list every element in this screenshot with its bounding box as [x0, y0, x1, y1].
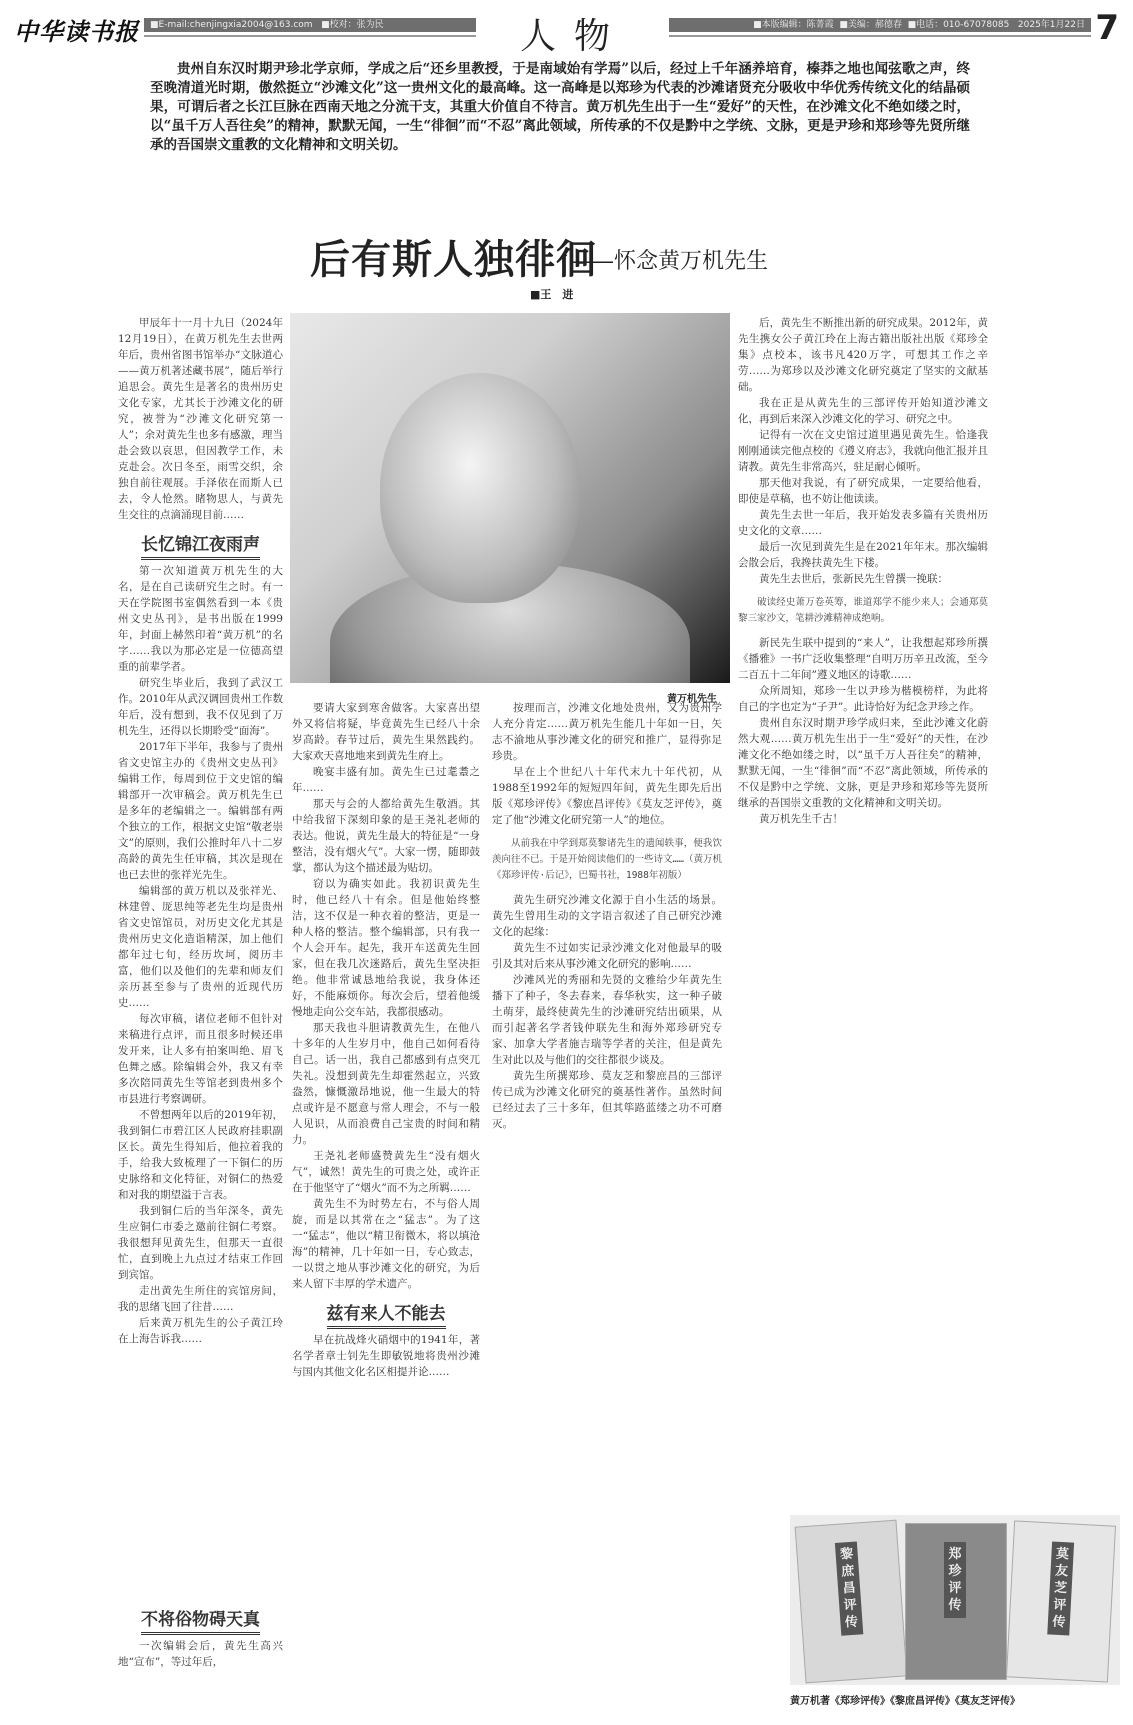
article-column-1-end [118, 1608, 283, 1708]
paragraph: 走出黄先生所住的宾馆房间，我的思绪飞回了往昔…… [118, 1285, 283, 1313]
section-heading [292, 1306, 480, 1322]
paragraph: 后，黄先生不断推出新的研究成果。2012年，黄先生携女公子黄江玲在上海古籍出版社出版《郑珍全集》点校本，该书凡420万字，可想其工作之辛劳……为郑珍以及沙滩文化研究奠定了坚实的文献基础。 [738, 317, 988, 393]
paragraph: 黄先生研究沙滩文化源于自小生活的场景。黄先生曾用生动的文字语言叙述了自己研究沙滩文化的起缘： [492, 894, 722, 938]
paragraph: 黄先生去世一年后，我开始发表多篇有关贵州历史文化的文章…… [738, 509, 988, 537]
section-heading [118, 1612, 283, 1628]
paragraph: 记得有一次在文史馆过道里遇见黄先生。恰逢我刚刚通读完他点校的《遵义府志》，我就向他汇报并且请教。黄先生非常高兴，驻足耐心倾听。 [738, 429, 988, 473]
email-text: ■E-mail:chenjingxia2004@163.com [150, 20, 313, 30]
paragraph: 研究生毕业后，我到了武汉工作。2010年从武汉调回贵州工作数年后，没有想到，我不仅见到了万机先生，还得以长期聆受“面海”。 [118, 677, 283, 737]
paragraph: 黄先生不为时势左右，不与俗人周旋，而是以其常在之“猛志”。为了这一“猛志”，他以“精卫衔微木，将以填沧海”的精神，几十年如一日，专心致志，一以贯之地从事沙滩文化的研究，为后来人留下丰厚的学术遗产。 [292, 1198, 480, 1290]
paragraph: 2017年下半年，我参与了贵州省文史馆主办的《贵州文史丛刊》编辑工作，每周到位于文史馆的编辑部开一次审稿会。黄万机先生已是多年的老编辑之一。编辑部有两个独立的工作，根据文史馆“敬老崇文”的原则，我们公推时年八十二岁高龄的黄先生任审稿，其次是现在也已去世的张祥光先生。 [118, 741, 283, 881]
quotation: 从前我在中学到郑莫黎诸先生的遗闻轶事，便我饮羡向往不已。于是开始阅读他们的一些诗文……（黄万机《郑珍评传·后记》，巴蜀书社，1988年初版） [492, 838, 722, 881]
paragraph: 早在上个世纪八十年代末九十年代初，从1988至1992年的短短四年间，黄先生即先后出版《郑珍评传》《黎庶昌评传》《莫友芝评传》，奠定了他“沙滩文化研究第一人”的地位。 [492, 766, 722, 826]
divider [144, 35, 476, 37]
article-title: 后有斯人独徘徊 [310, 236, 597, 283]
masthead [14, 8, 1119, 57]
book-cover [1006, 1520, 1116, 1682]
paragraph: 那天与会的人都给黄先生敬酒。其中给我留下深刻印象的是王尧礼老师的表达。他说，黄先生最大的特征是“一身整洁，没有烟火气”。大家一愣，随即鼓掌，都认为这个描述最为贴切。 [292, 798, 480, 874]
proofreader-text: ■校对：张为民 [321, 20, 384, 30]
paragraph: 贵州自东汉时期尹珍学成归来，至此沙滩文化蔚然大观……黄万机先生出于一生“爱好”的天性，在沙滩文化不绝如缕之时，以“虽千万人吾往矣”的精神，默默无闻，一生“徘徊”而“不忍”离此领域，所传承的不仅是黔中之学统、文脉，更是尹珍和郑珍等先贤所继承的吾国崇文重教的文化精神和文明关切。 [738, 717, 988, 809]
paragraph: 我到铜仁后的当年深冬，黄先生应铜仁市委之邀前往铜仁考察。我很想拜见黄先生，但那天一直很忙，直到晚上九点过才结束工作回到宾馆。 [118, 1205, 283, 1281]
section-heading-text: 长忆锦江夜雨声 [141, 535, 260, 560]
paragraph: 早在抗战烽火硝烟中的1941年，著名学者章士钊先生即敏锐地将贵州沙滩与国内其他文化名区相提并论…… [292, 1334, 480, 1378]
paragraph: 黄万机先生千古！ [759, 813, 843, 825]
book-cover [795, 1520, 908, 1684]
article-column-2 [292, 700, 480, 1710]
contact-bar [144, 18, 476, 32]
section-title: 人物 [519, 16, 628, 57]
section-heading [118, 537, 283, 553]
article-byline: ■王 进 [530, 288, 574, 301]
paragraph: 按理而言，沙滩文化地处贵州，又为贵州学人充分肯定……黄万机先生能几十年如一日，矢志不渝地从事沙滩文化的研究和推广，显得弥足珍贵。 [492, 702, 722, 762]
book-cover [905, 1523, 1007, 1680]
paragraph: 那天我也斗胆请教黄先生，在他八十多年的人生岁月中，他自己如何看待自己。话一出，我自己都感到有点突兀失礼。没想到黄先生却霍然起立，兴致盎然，慷慨激昂地说，他一生最大的特点或许是不愿意与常人理会，不与一般人见识，从而浪费自己宝贵的时间和精力。 [292, 1022, 480, 1146]
photo-figure-head [380, 373, 580, 603]
paragraph: 最后一次见到黄先生是在2021年年末。那次编辑会散会后，我搀扶黄先生下楼。 [738, 541, 988, 569]
paragraph: 黄先生所撰郑珍、莫友芝和黎庶昌的三部评传已成为沙滩文化研究的奠基性著作。虽然时间已经过去了三十多年，但其筚路蓝缕之功不可磨灭。 [492, 1070, 722, 1130]
phone-text: ■电话：010-67078085 [907, 20, 1010, 30]
paragraph: 新民先生联中提到的“来人”，让我想起郑珍所撰《播雅》一书广泛收集整理“自明万历辛丑改流，至今二百五十二年间”遵义地区的诗歌…… [738, 637, 988, 681]
paragraph: 晚宴丰盛有加。黄先生已过耄耋之年…… [292, 766, 480, 794]
books-photo [790, 1515, 1120, 1685]
portrait-photo [290, 313, 730, 683]
paragraph: 后来黄万机先生的公子黄江玲在上海告诉我…… [118, 1317, 283, 1345]
paragraph: 要请大家到寒舍做客。大家喜出望外又将信将疑，毕竟黄先生已经八十余岁高龄。春节过后，黄先生果然践约。大家欢天喜地地来到黄先生府上。 [292, 702, 480, 762]
designer-text: ■美编：郝德春 [839, 20, 902, 30]
section-heading-text: 兹有来人不能去 [327, 1304, 446, 1329]
book-title: 莫友芝评传 [1047, 1541, 1074, 1635]
paragraph: 每次审稿，诸位老师不但针对来稿进行点评，而且很多时候还串发开来，让人多有拍案叫绝、眉飞色舞之感。除编辑会外，我又有幸多次陪同黄先生等馆老到贵州多个市县进行考察调研。 [118, 1013, 283, 1105]
page-number: 7 [1095, 8, 1119, 48]
divider [669, 35, 1091, 37]
paragraph: 沙滩风光的秀丽和先贤的文雅给少年黄先生播下了种子，冬去春来，春华秋实，这一种子破土萌芽，最终使黄先生的沙滩研究结出硕果，从而引起著名学者钱仲联先生和海外郑珍研究专家、加拿大学者施吉瑞等学者的关注，但是黄先生对此以及与他们的交往都很少谈及。 [492, 974, 722, 1066]
paragraph: 甲辰年十一月十九日（2024年12月19日），在黄万机先生去世两年后，贵州省图书馆举办“文脉道心——黄万机著述藏书展”，随后举行追思会。黄先生是著名的贵州历史文化专家，尤其长于沙滩文化的研究，被誉为“沙滩文化研究第一人”；余对黄先生也多有感激，理当赴会致以哀思，但因教学工作，未克赴会。次日冬至，雨雪交织，余独自前往观展。手泽依在而斯人已去，令人怆然。睹物思人，与黄先生交往的点滴涌现目前…… [118, 317, 283, 521]
paragraph: 编辑部的黄万机以及张祥光、林建曾、厐思纯等老先生均是贵州省文史馆馆员，对历史文化尤其是贵州历史文化造诣精深，加上他们都年过七旬，经历坎坷，阅历丰富，他们以及他们的先辈和师友们亲历甚至参与了贵州的近现代历史…… [118, 885, 283, 1009]
editor-bar [669, 18, 1091, 32]
article-column-1 [118, 315, 283, 1710]
paragraph: 黄先生去世后，张新民先生曾撰一挽联： [759, 573, 948, 585]
photo-caption: 黄万机先生 [667, 694, 717, 705]
newspaper-logo: 中华读书报 [14, 17, 139, 46]
paragraph: 第一次知道黄万机先生的大名，是在自己读研究生之时。有一天在学院图书室偶然看到一本《贵州文史丛刊》，是书出版在1999年，封面上赫然印着“黄万机”的名字……我以为那必定是一位德高望重的前辈学者。 [118, 565, 283, 673]
paragraph: 不曾想两年以后的2019年初，我到铜仁市碧江区人民政府挂职副区长。黄先生得知后，他拉着我的手，给我大致梳理了一下铜仁的历史脉络和文化特征，对铜仁的热爱和对我的期望溢于言表。 [118, 1109, 283, 1201]
paragraph: 我在正是从黄先生的三部评传开始知道沙滩文化，再到后来深入沙滩文化的学习、研究之中。 [738, 397, 988, 425]
paragraph: 那天他对我说，有了研究成果，一定要给他看，即使是草稿，也不妨让他读读。 [738, 477, 988, 505]
book-title: 黎庶昌评传 [835, 1541, 863, 1635]
books-caption: 黄万机著《郑珍评传》《黎庶昌评传》《莫友芝评传》 [790, 1696, 1020, 1707]
article-column-3 [492, 700, 722, 1710]
date-text: 2025年1月22日 [1017, 20, 1085, 30]
article-subtitle: ——怀念黄万机先生 [570, 249, 769, 274]
article-column-4 [738, 315, 988, 1505]
paragraph: 一次编辑会后，黄先生高兴地“宣布”，等过年后， [118, 1640, 283, 1668]
paragraph: 黄先生不过如实记录沙滩文化对他最早的吸引及其对后来从事沙滩文化研究的影响…… [492, 942, 722, 970]
couplet: 破读经史萧万卷英筹，谁道郑学不能少来人；会通郑莫黎三家沙文，笔耕沙滩精神成绝响。 [738, 597, 988, 624]
paragraph: 王尧礼老师盛赞黄先生“没有烟火气”，诚然！黄先生的可贵之处，或许正在于他坚守了“烟火”而不为之所羁…… [292, 1150, 480, 1194]
editor-text: ■本版编辑：陈菁霞 [753, 20, 834, 30]
intro-paragraph: 贵州自东汉时期尹珍北学京师，学成之后“还乡里教授，于是南域始有学焉”以后，经过上千年涵养培育，榛莽之地也闻弦歌之声，终至晚清道光时期，傲然挺立“沙滩文化”这一贵州文化的最高峰。这一高峰是以郑珍为代表的沙滩诸贤充分吸收中华优秀传统文化的结晶硕果，可谓后者之长江巨脉在西南天地之分流干支，其重大价值自不待言。黄万机先生出于一生“爱好”的天性，在沙滩文化不绝如缕之时，以“虽千万人吾往矣”的精神，默默无闻，一生“徘徊”而“不忍”离此领域，所传承的不仅是黔中之学统、文脉，更是尹珍和郑珍等先贤所继承的吾国崇文重教的文化精神和文明关切。 [150, 61, 970, 153]
book-title: 郑珍评传 [944, 1542, 966, 1618]
paragraph: 窃以为确实如此。我初识黄先生时，他已经八十有余。但是他始终整洁，这不仅是一种衣着的整洁，更是一种人格的整洁。整个编辑部，只有我一个人会开车。起先，我开车送黄先生回家，但在我几次迷路后，黄先生坚决拒绝。他非常诚恳地给我说，我身体还好，不能麻烦你。每次会后，望着他缓慢地走向公交车站，我都很感动。 [292, 878, 480, 1018]
section-heading-text: 不将俗物碍天真 [141, 1610, 260, 1635]
paragraph: 众所周知，郑珍一生以尹珍为楷模榜样，为此将自己的字也定为“子尹”。此诗恰好为纪念尹珍之作。 [738, 685, 988, 713]
